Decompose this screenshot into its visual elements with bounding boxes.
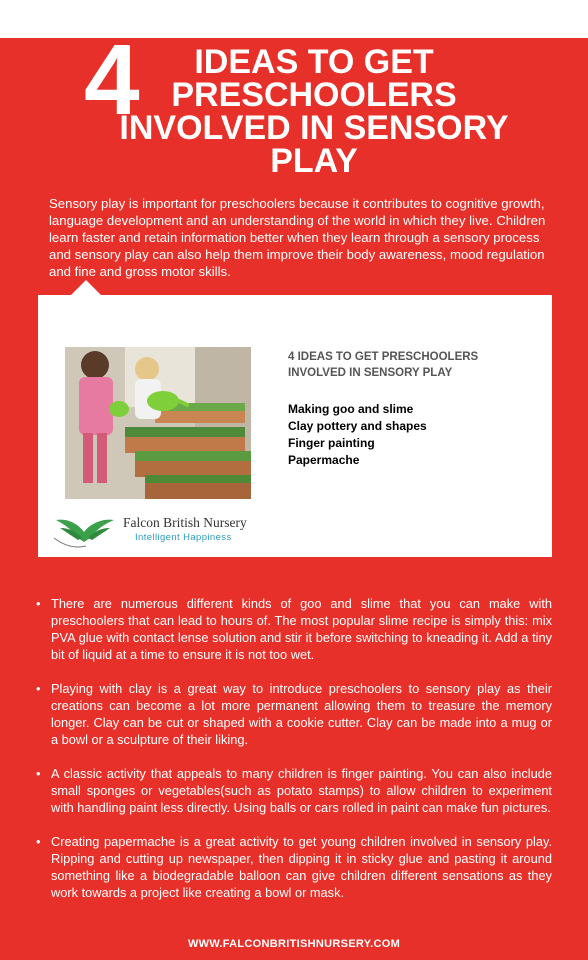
- children-gardening-photo: [65, 347, 251, 499]
- idea-item: Making goo and slime: [288, 402, 414, 416]
- bullet-dot-icon: •: [36, 681, 41, 696]
- detail-item: [34, 833, 552, 901]
- logo-tagline: Intelligent Happiness: [135, 532, 232, 543]
- falcon-logo: [50, 510, 270, 550]
- bullet-dot-icon: •: [36, 596, 41, 611]
- falcon-bird-icon: [50, 510, 120, 550]
- title-line-2: PRESCHOOLERS: [171, 76, 457, 114]
- idea-item: Papermache: [288, 453, 360, 467]
- detail-item: [34, 595, 552, 663]
- logo-name: Falcon British Nursery: [123, 515, 247, 530]
- title-line-1: IDEAS TO GET: [194, 43, 434, 81]
- card-heading: 4 IDEAS TO GET PRESCHOOLERS INVOLVED IN SENSORY PLAY: [288, 351, 479, 379]
- website-link[interactable]: WWW.FALCONBRITISHNURSERY.COM: [187, 938, 401, 950]
- photo-illustration: [65, 347, 251, 499]
- idea-item: Clay pottery and shapes: [288, 419, 427, 433]
- detail-text: There are numerous different kinds of goo and slime that you can make with preschoolers that can lead to hours of. The most popular slime recipe is simply this: mix PVA glue with contact lense solution and stir it before switching to kneading it. Add a tiny bit of liquid at a time to ensure it is not too wet.: [51, 596, 552, 662]
- detail-text: Creating papermache is a great activity to get young children involved in sensory play. Ripping and cutting up newspaper, then dipping it in sticky glue and pasting it around something like a biodegradable balloon can give children different sensations as they work towards a project like creating a bowl or mask.: [51, 834, 552, 900]
- detail-item: [34, 765, 552, 816]
- ideas-list: [288, 401, 538, 469]
- intro-paragraph: Sensory play is important for preschoolers because it contributes to cognitive growth, language development and an understanding of the world in which they live. Children learn faster and retain information better when they learn through a sensory process and sensory play can also help them improve their body awareness, mood regulation and fine and gross motor skills.: [49, 196, 546, 279]
- details-list: [34, 595, 552, 918]
- detail-text: A classic activity that appeals to many children is finger painting. You can also include small sponges or vegetables(such as potato stamps) to allow children to experiment with handling paint less directly. Using balls or cars rolled in paint can make fun pictures.: [51, 766, 552, 815]
- idea-item: Finger painting: [288, 436, 375, 450]
- detail-item: [34, 680, 552, 748]
- page-title: [94, 43, 534, 180]
- bullet-dot-icon: •: [36, 766, 41, 781]
- big-number-four: 4: [84, 24, 140, 136]
- title-line-3: INVOLVED IN SENSORY: [119, 109, 509, 147]
- card-notch: [70, 280, 102, 296]
- bullet-dot-icon: •: [36, 834, 41, 849]
- title-line-4: PLAY: [270, 142, 358, 180]
- detail-text: Playing with clay is a great way to introduce preschoolers to sensory play as their creations can become a lot more permanent allowing them to treasure the memory longer. Clay can be cut or shaped with a cookie cutter. Clay can be made into a mug or a bowl or a sculpture of their liking.: [51, 681, 552, 747]
